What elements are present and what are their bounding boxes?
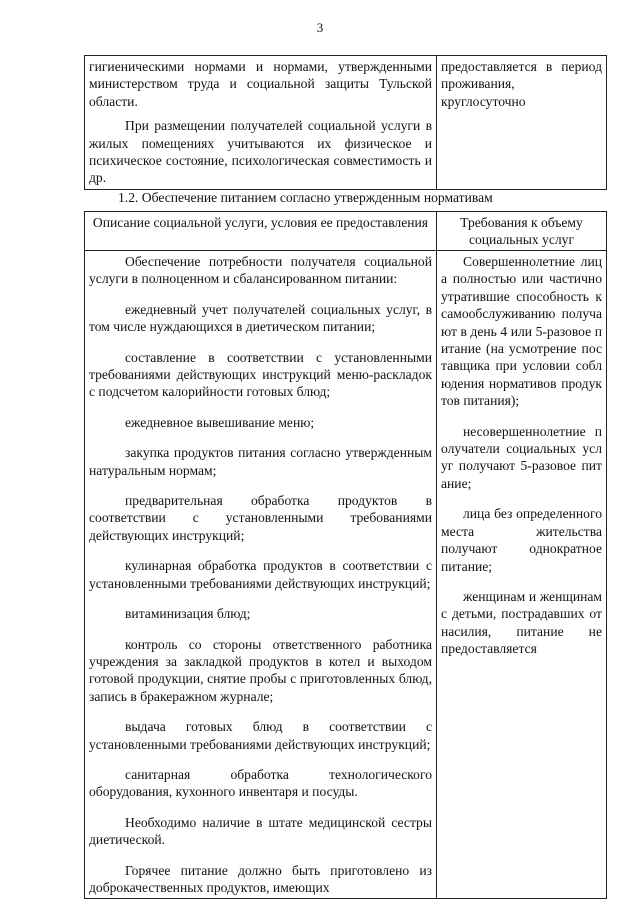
paragraph: Совершеннолетние лица полностью или частично утратившие способность к самообслуживанию получают в день 4 или 5-разовое питание (на усмотрение поставщика при условии соблюдения нормативов продуктов питания); — [441, 254, 602, 409]
paragraph: закупка продуктов питания согласно утвержденным натуральным нормам; — [89, 445, 432, 478]
service-requirements-cell — [437, 251, 607, 899]
paragraph: Необходимо наличие в штате медицинской сестры диетической. — [89, 814, 432, 848]
paragraph: предварительная обработка продуктов в соответствии с установленными требованиями действующих инструкций; — [89, 493, 432, 543]
paragraph: контроль со стороны ответственного работника учреждения за закладкой продуктов в котел и выходом готовой продукции, снятие пробы с приготовленных блюд, запись в бракеражном журнале; — [89, 636, 432, 704]
paragraph: ежедневный учет получателей социальных услуг, в том числе нуждающихся в диетическом питании; — [89, 301, 432, 335]
paragraph: составление в соответствии с установленными требованиями действующих инструкций меню-раскладок с подсчетом калорийности готовых блюд; — [89, 349, 432, 400]
table-row — [85, 251, 607, 899]
paragraph: гигиеническими нормами и нормами, утвержденными министерством труда и социальной защиты Тульской области. — [89, 59, 432, 109]
service-requirements-cell — [437, 56, 607, 190]
paragraph: лица без определенного места жительства получают однократное питание; — [441, 506, 602, 574]
paragraph: Обеспечение потребности получателя социальной услуги в полноценном и сбалансированном питании: — [89, 254, 432, 287]
paragraph: выдача готовых блюд в соответствии с установленными требованиями действующих инструкций; — [89, 719, 432, 752]
table-row — [85, 56, 607, 190]
paragraph: При размещении получателей социальной услуги в жилых помещениях учитываются их физическое и психическое состояние, психологическая совместимость и др. — [89, 118, 432, 186]
paragraph: санитарная обработка технологического оборудования, кухонного инвентаря и посуды. — [89, 766, 432, 800]
services-table-continued — [84, 55, 607, 190]
section-title: 1.2. Обеспечение питанием согласно утвержденным нормативам — [118, 190, 493, 205]
table-header-row — [85, 212, 607, 251]
paragraph: предоставляется в период проживания, круглосуточно — [441, 59, 602, 109]
paragraph: витаминизация блюд; — [125, 606, 251, 622]
page-number: 3 — [316, 20, 324, 35]
paragraph: Горячее питание должно быть приготовлено из доброкачественных продуктов, имеющих — [89, 862, 432, 895]
service-description-cell — [85, 56, 437, 190]
service-description-cell — [85, 251, 437, 899]
header-description: Описание социальной услуги, условия ее предоставления — [85, 212, 437, 251]
paragraph: ежедневное вывешивание меню; — [125, 414, 315, 430]
paragraph: женщинам и женщинам с детьми, пострадавших от насилия, питание не предоставляется — [441, 588, 602, 657]
nutrition-table — [84, 211, 607, 899]
header-requirements: Требования к объему социальных услуг — [437, 212, 607, 251]
paragraph: несовершеннолетние получатели социальных услуг получают 5-разовое питание; — [441, 423, 602, 491]
paragraph: кулинарная обработка продуктов в соответствии с установленными требованиями действующих инструкций; — [89, 558, 432, 591]
